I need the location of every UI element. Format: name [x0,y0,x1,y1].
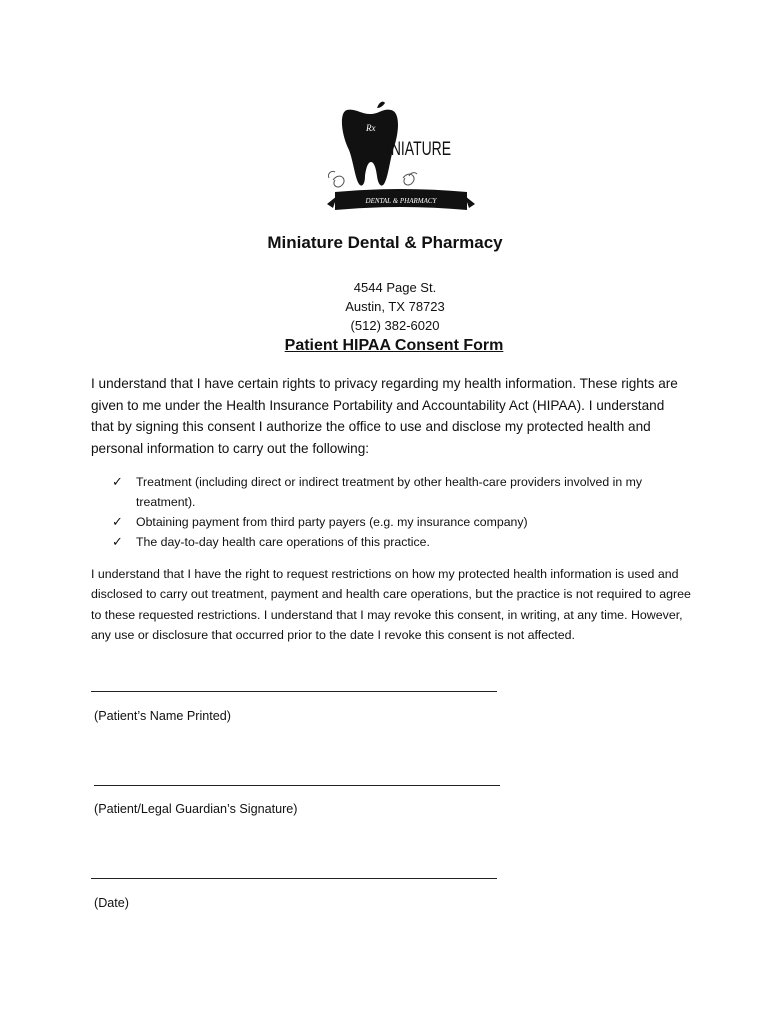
rx-symbol: Rx [366,123,376,133]
patient-name-label: (Patient’s Name Printed) [94,709,231,723]
address-line2: Austin, TX 78723 [345,299,445,314]
clinic-name: Miniature Dental & Pharmacy [267,233,503,252]
address-line1: 4544 Page St. [353,280,437,295]
checkmark-icon: ✓ [112,514,123,529]
list-item-text: Obtaining payment from third party payers (e.g. my insurance company) [136,515,528,529]
list-item-text: The day-to-day health care operations of this practice. [136,535,430,549]
signature-line[interactable] [94,785,500,786]
checkmark-icon: ✓ [112,534,123,549]
list-item-text: Treatment (including direct or indirect treatment by other health-care providers involved in my treatment). [136,475,642,509]
signature-label: (Patient/Legal Guardian’s Signature) [94,802,298,816]
list-item [112,532,692,552]
checkmark-icon: ✓ [112,474,123,489]
list-item [112,512,692,532]
logo-wordmark: INIATURE [387,139,451,160]
list-item [112,472,692,512]
intro-paragraph: I understand that I have certain rights to privacy regarding my health information. These rights are given to me under the Health Insurance Portability and Accountability Act (HIPAA). I understand that by signing this consent I authorize the office to use and disclose my protected health and personal information to carry out the following: [91,376,678,456]
date-line[interactable] [91,878,497,879]
tooth-logo [325,100,477,220]
patient-name-line[interactable] [91,691,497,692]
authorization-list [112,472,692,552]
date-label: (Date) [94,896,129,910]
form-title: Patient HIPAA Consent Form [284,337,504,354]
phone-number: (512) 382-6020 [350,318,440,333]
rights-paragraph: I understand that I have the right to request restrictions on how my protected health information is used and disclosed to carry out treatment, payment and health care operations, but the practice is not required to agree to these requested restrictions. I understand that I may revoke this consent, in writing, at any time. However, any use or disclosure that occurred prior to the date I revoke this consent is not affected. [91,567,691,642]
logo-banner-text: DENTAL & PHARMACY [365,197,437,205]
